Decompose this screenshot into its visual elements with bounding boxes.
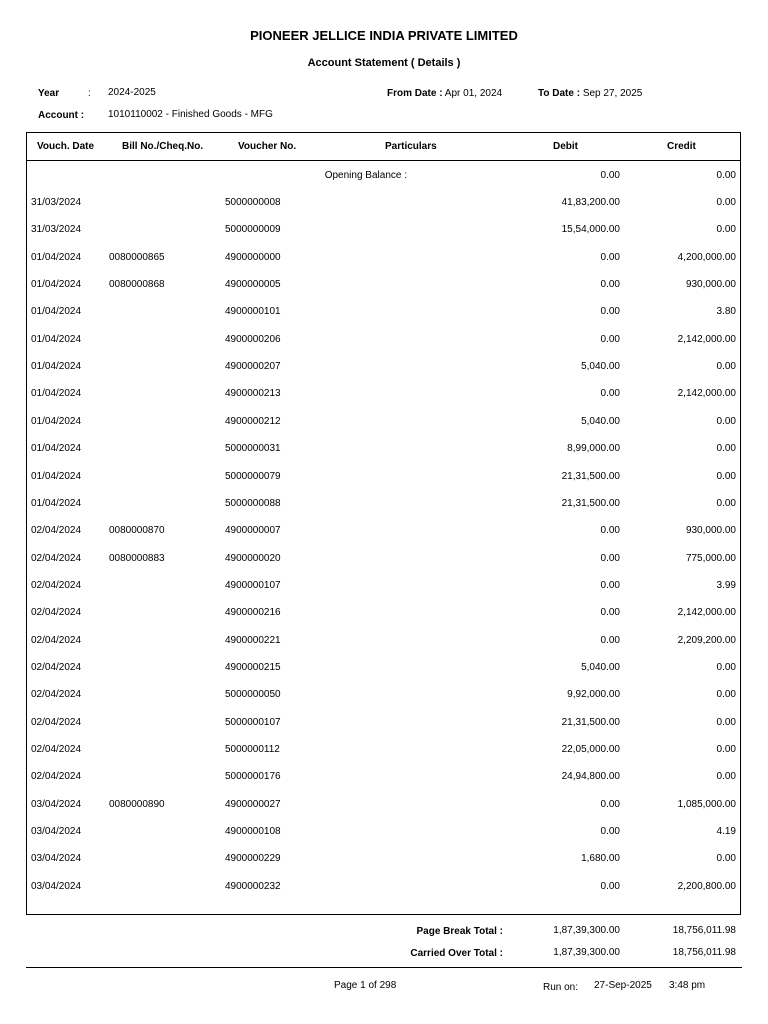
to-date-label: To Date : [538,88,581,99]
row-date: 01/04/2024 [31,333,82,345]
row-date: 02/04/2024 [31,716,82,728]
row-date: 01/04/2024 [31,470,82,482]
row-credit: 2,142,000.00 [677,333,736,345]
table-row [27,224,740,238]
table-row [27,881,740,895]
row-voucher-no: 4900000000 [225,251,281,263]
row-voucher-no: 4900000206 [225,333,281,345]
page-break-total-debit: 1,87,39,300.00 [553,925,620,936]
row-date: 01/04/2024 [31,415,82,427]
table-row [27,197,740,211]
table-row [27,525,740,539]
table-row [27,826,740,840]
row-bill-no: 0080000870 [109,525,165,537]
row-date: 02/04/2024 [31,579,82,591]
row-credit: 1,085,000.00 [677,798,736,810]
col-header-voucher: Voucher No. [238,141,297,152]
row-debit: 0.00 [600,826,620,838]
year-label: Year [38,88,60,99]
row-voucher-no: 4900000229 [225,853,281,865]
table-row [27,717,740,731]
row-credit: 2,142,000.00 [677,388,736,400]
row-credit: 0.00 [716,224,736,236]
row-voucher-no: 5000000088 [225,497,281,509]
table-row [27,443,740,457]
year-colon: : [88,88,91,99]
row-debit: 0.00 [600,306,620,318]
row-voucher-no: 4900000212 [225,415,281,427]
run-on-label: Run on: [543,982,579,993]
page-number: Page 1 of 298 [334,980,397,991]
row-date: 03/04/2024 [31,826,82,838]
row-credit: 0.00 [716,853,736,865]
report-title: Account Statement ( Details ) [307,57,461,69]
row-date: 03/04/2024 [31,853,82,865]
row-credit: 0.00 [716,470,736,482]
row-voucher-no: 5000000112 [225,744,280,755]
row-debit: 9,92,000.00 [567,689,620,701]
row-debit: 15,54,000.00 [561,224,620,236]
row-debit: 21,31,500.00 [561,716,620,728]
row-credit: 4,200,000.00 [677,251,736,263]
row-date: 01/04/2024 [31,361,82,373]
run-time: 3:48 pm [669,980,706,991]
row-credit: 2,142,000.00 [677,607,736,619]
row-debit: 8,99,000.00 [567,443,620,455]
row-bill-no: 0080000890 [109,798,165,810]
row-voucher-no: 5000000050 [225,689,281,701]
row-date: 02/04/2024 [31,771,82,783]
row-credit: 0.00 [716,443,736,455]
row-debit: 22,05,000.00 [561,744,620,755]
row-date: 31/03/2024 [31,197,82,208]
col-header-particulars: Particulars [385,141,437,152]
row-credit: 0.00 [716,771,736,783]
row-date: 01/04/2024 [31,251,82,263]
page-break-total-credit: 18,756,011.98 [672,925,736,936]
row-credit: 0.00 [716,744,736,755]
table-row [27,853,740,867]
carried-over-total-debit: 1,87,39,300.00 [553,947,620,958]
row-debit: 0.00 [600,798,620,810]
row-debit: 0.00 [600,634,620,646]
row-credit: 0.00 [716,197,736,208]
col-header-date: Vouch. Date [37,141,95,152]
row-voucher-no: 4900000005 [225,279,281,291]
row-date: 02/04/2024 [31,744,82,755]
row-date: 02/04/2024 [31,525,82,537]
table-row [27,252,740,266]
row-debit: 0.00 [600,251,620,263]
row-credit: 0.00 [716,361,736,373]
row-debit: 0.00 [600,552,620,564]
col-header-credit: Credit [667,141,696,152]
row-voucher-no: 5000000031 [225,443,281,455]
row-voucher-no: 5000000176 [225,771,281,783]
year-value: 2024-2025 [108,87,156,98]
row-credit: 3.99 [716,579,736,591]
table-row [27,635,740,649]
row-debit: 5,040.00 [581,361,620,373]
row-voucher-no: 5000000009 [225,224,281,236]
row-voucher-no: 4900000007 [225,525,281,537]
row-credit: 3.80 [716,306,736,318]
row-date: 02/04/2024 [31,552,82,564]
row-voucher-no: 5000000107 [225,716,281,728]
statement-table [26,132,741,915]
table-row [27,416,740,430]
row-date: 02/04/2024 [31,607,82,619]
row-debit: 5,040.00 [581,661,620,673]
table-row [27,553,740,567]
row-date: 02/04/2024 [31,689,82,701]
col-header-debit: Debit [553,141,578,152]
row-voucher-no: 4900000232 [225,880,281,892]
row-date: 01/04/2024 [31,388,82,400]
row-date: 01/04/2024 [31,306,82,318]
row-credit: 4.19 [716,826,736,838]
row-debit: 0.00 [600,279,620,291]
row-bill-no: 0080000883 [109,552,165,564]
opening-credit: 0.00 [716,170,736,181]
table-row [27,689,740,703]
opening-debit: 0.00 [600,170,620,181]
carried-over-total-label: Carried Over Total : [410,948,503,959]
table-row [27,306,740,320]
row-credit: 0.00 [716,497,736,509]
row-debit: 0.00 [600,579,620,591]
table-row [27,279,740,293]
carried-over-total-credit: 18,756,011.98 [672,947,736,958]
table-row [27,799,740,813]
opening-balance-label: Opening Balance : [324,170,407,181]
row-date: 01/04/2024 [31,497,82,509]
row-date: 02/04/2024 [31,634,82,646]
row-debit: 5,040.00 [581,415,620,427]
row-credit: 0.00 [716,716,736,728]
table-row [27,334,740,348]
row-voucher-no: 4900000215 [225,661,281,673]
row-credit: 2,200,800.00 [677,880,736,892]
account-value: 1010110002 - Finished Goods - MFG [108,109,273,120]
row-credit: 930,000.00 [685,525,736,537]
opening-balance-row [27,170,740,184]
table-row [27,744,740,758]
row-voucher-no: 4900000101 [225,306,281,318]
row-credit: 0.00 [716,661,736,673]
row-date: 03/04/2024 [31,798,82,810]
row-voucher-no: 4900000216 [225,607,281,619]
table-row [27,471,740,485]
row-voucher-no: 5000000079 [225,470,281,482]
table-row [27,498,740,512]
row-date: 01/04/2024 [31,443,82,455]
table-row [27,361,740,375]
row-credit: 0.00 [716,689,736,701]
from-date-label: From Date : [387,88,443,99]
from-date [387,88,502,99]
from-date-value: Apr 01, 2024 [444,88,503,99]
row-voucher-no: 5000000008 [225,197,281,208]
row-debit: 0.00 [600,525,620,537]
row-debit: 1,680.00 [581,853,620,865]
row-debit: 21,31,500.00 [561,497,620,509]
row-debit: 21,31,500.00 [561,470,620,482]
row-debit: 0.00 [600,607,620,619]
table-row [27,771,740,785]
row-voucher-no: 4900000020 [225,552,281,564]
header-divider [27,160,740,161]
row-date: 02/04/2024 [31,661,82,673]
row-date: 01/04/2024 [31,279,82,291]
account-label: Account : [38,110,85,121]
row-voucher-no: 4900000213 [225,388,281,400]
row-credit: 0.00 [716,415,736,427]
row-date: 03/04/2024 [31,880,82,892]
row-debit: 0.00 [600,880,620,892]
row-bill-no: 0080000865 [109,251,165,263]
row-voucher-no: 4900000221 [225,634,281,646]
footer-divider [26,967,742,968]
row-voucher-no: 4900000027 [225,798,281,810]
to-date [538,88,642,99]
row-voucher-no: 4900000108 [225,826,281,838]
run-date: 27-Sep-2025 [594,980,652,991]
row-debit: 0.00 [600,333,620,345]
row-debit: 24,94,800.00 [561,771,620,783]
col-header-bill: Bill No./Cheq.No. [122,141,204,152]
row-credit: 930,000.00 [685,279,736,291]
table-row [27,662,740,676]
table-row [27,607,740,621]
to-date-value: Sep 27, 2025 [582,88,643,99]
row-debit: 0.00 [600,388,620,400]
row-credit: 775,000.00 [685,552,736,564]
company-name: PIONEER JELLICE INDIA PRIVATE LIMITED [250,28,518,43]
row-voucher-no: 4900000207 [225,361,281,373]
row-credit: 2,209,200.00 [677,634,736,646]
table-row [27,388,740,402]
table-row [27,580,740,594]
row-voucher-no: 4900000107 [225,579,281,591]
row-debit: 41,83,200.00 [561,197,620,208]
page-break-total-label: Page Break Total : [416,926,503,937]
row-bill-no: 0080000868 [109,279,165,291]
row-date: 31/03/2024 [31,224,82,236]
